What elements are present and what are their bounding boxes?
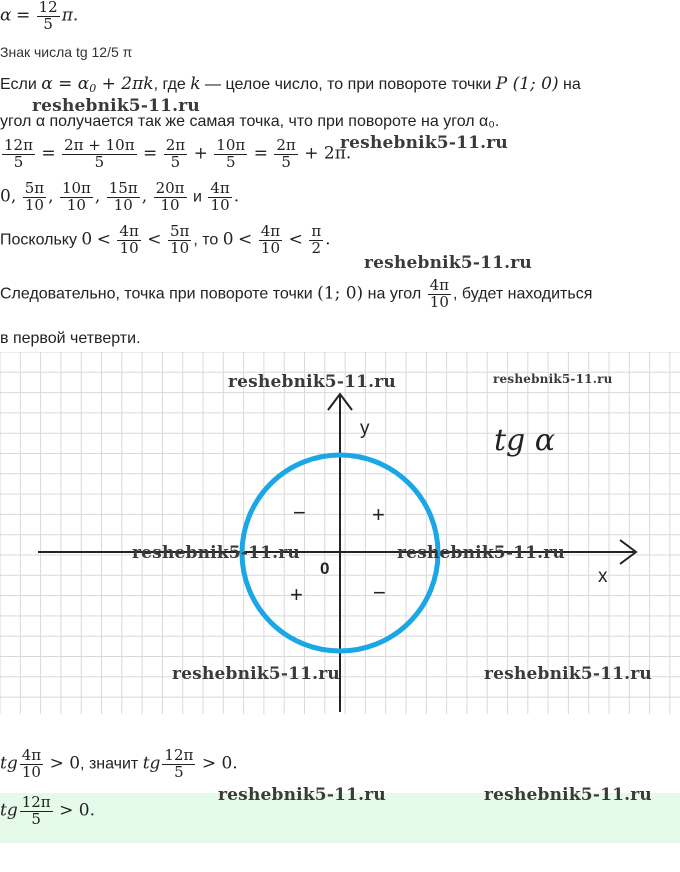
- fraction-denominator: 10: [113, 195, 133, 214]
- fraction-denominator: 5: [170, 152, 181, 171]
- origin-label: 0: [320, 559, 330, 578]
- math-tg: tg: [142, 753, 161, 774]
- fraction-numerator: 12π: [164, 746, 194, 764]
- sign-heading-text: Знак числа tg 12/5 π: [0, 44, 133, 60]
- x-axis-label: x: [598, 566, 608, 587]
- fraction-denominator: 2: [311, 238, 322, 257]
- text-on: на: [558, 76, 581, 93]
- fraction-2pi-5-b: [274, 138, 297, 171]
- text-where: , где: [153, 76, 191, 93]
- fraction-denominator: 10: [24, 195, 44, 214]
- math-less: <: [147, 229, 162, 250]
- fraction-10pi-5: [214, 138, 247, 171]
- math-equals: =: [253, 143, 268, 164]
- text-and: и: [192, 188, 202, 206]
- watermark: reshebnik5-11.ru: [484, 664, 652, 684]
- fraction-denominator: 10: [260, 238, 280, 257]
- fraction-12pi-5: [162, 748, 195, 781]
- math-point: (1; 0): [317, 283, 364, 304]
- fraction-4pi-10: [259, 224, 282, 257]
- fraction-2pi-5: [164, 138, 187, 171]
- text-therefore: Следовательно, точка при повороте точки: [0, 285, 318, 303]
- math-greater-zero: > 0: [49, 753, 81, 774]
- sign-heading-partial: [0, 44, 132, 66]
- paragraph-first-quarter: [0, 330, 141, 348]
- math-comma: ,: [10, 186, 17, 207]
- text-since: Поскольку: [0, 231, 82, 249]
- math-comma: ,: [48, 186, 54, 207]
- fraction-denominator: 5: [94, 152, 105, 171]
- fraction-4pi-10: [117, 224, 140, 257]
- math-dot: .: [325, 229, 331, 250]
- math-point-p: P (1; 0): [495, 74, 559, 94]
- fraction-numerator: 2π + 10π: [64, 136, 135, 154]
- fraction-denominator: 10: [170, 238, 190, 257]
- fraction-numerator: π: [311, 222, 322, 240]
- paragraph-therefore: [0, 278, 592, 311]
- fraction-12-5: [37, 0, 60, 33]
- watermark: reshebnik5-11.ru: [484, 785, 652, 805]
- watermark: reshebnik5-11.ru: [364, 253, 532, 273]
- conclusion-line: [0, 748, 238, 781]
- fraction-denominator: 10: [160, 195, 180, 214]
- math-comma: ,: [141, 186, 148, 207]
- fraction-4pi-10: [428, 278, 451, 311]
- fraction-denominator: 10: [429, 292, 449, 311]
- fraction-5pi-10: [23, 181, 46, 214]
- math-greater-zero: > 0.: [201, 753, 238, 774]
- fraction-numerator: 10π: [216, 136, 246, 154]
- fraction-numerator: 15π: [108, 179, 138, 197]
- math-pi: π: [61, 5, 73, 26]
- answer-line: [0, 795, 95, 828]
- math-equals: =: [143, 143, 158, 164]
- fraction-numerator: 2π: [276, 136, 296, 154]
- math-equals: =: [15, 5, 31, 26]
- fraction-numerator: 4π: [119, 222, 139, 240]
- text-on-angle: на угол: [363, 285, 426, 303]
- fraction-numerator: 4π: [21, 746, 42, 764]
- math-tg: tg: [0, 753, 18, 774]
- fraction-numerator: 4π: [429, 276, 450, 294]
- fraction-4pi-10: [208, 181, 231, 214]
- fraction-denominator: 5: [43, 14, 53, 33]
- text-first-quarter: в первой четверти.: [0, 330, 141, 347]
- math-zero: 0: [81, 229, 93, 250]
- fraction-20pi-10: [154, 181, 187, 214]
- fraction-numerator: 4π: [260, 222, 281, 240]
- fraction-numerator: 10π: [61, 179, 91, 197]
- math-alpha: α: [0, 5, 12, 26]
- fraction-numerator: 20π: [155, 179, 185, 197]
- fraction-10pi-10: [60, 181, 93, 214]
- fraction-denominator: 10: [210, 195, 230, 214]
- math-alpha-def: α = α: [41, 74, 90, 94]
- fraction-12pi-5: [20, 795, 53, 828]
- math-tg: tg: [0, 800, 18, 821]
- fraction-denominator: 5: [174, 762, 184, 781]
- fraction-denominator: 10: [119, 238, 139, 257]
- fraction-denominator: 10: [21, 762, 41, 781]
- unit-circle-graph: [0, 352, 680, 714]
- fraction-denominator: 5: [13, 152, 24, 171]
- fraction-2pi-plus-10pi-5: [62, 138, 136, 171]
- fraction-4pi-10: [20, 748, 43, 781]
- math-greater-zero: > 0.: [59, 800, 95, 821]
- paragraph-if-alpha: [0, 74, 581, 95]
- math-less: <: [238, 229, 253, 250]
- watermark: reshebnik5-11.ru: [340, 133, 508, 153]
- math-alpha-def-tail: + 2πk: [96, 74, 154, 94]
- fraction-numerator: 2π: [165, 136, 186, 154]
- fraction-numerator: 4π: [210, 179, 230, 197]
- math-zero: 0: [222, 229, 234, 250]
- fraction-12pi-5: [2, 138, 35, 171]
- math-subscript-0: 0: [89, 82, 97, 95]
- text-if: Если: [0, 76, 42, 93]
- quadrant-3-sign: +: [290, 582, 303, 607]
- fraction-numerator: 5π: [169, 222, 190, 240]
- math-comma: ,: [94, 186, 101, 207]
- fraction-list: [0, 181, 239, 214]
- fraction-numerator: 5π: [24, 179, 45, 197]
- fraction-pi-2: [309, 224, 323, 257]
- text-then: , то: [193, 231, 223, 249]
- watermark: reshebnik5-11.ru: [172, 664, 340, 684]
- watermark: reshebnik5-11.ru: [218, 785, 386, 805]
- watermark: reshebnik5-11.ru: [228, 372, 396, 392]
- fraction-denominator: 5: [281, 152, 291, 171]
- math-plus-2pi: + 2π.: [304, 143, 352, 164]
- fraction-denominator: 10: [66, 195, 86, 214]
- tg-alpha-label: tg α: [494, 423, 556, 458]
- text-will-be: , будет находиться: [453, 285, 593, 303]
- watermark: reshebnik5-11.ru: [32, 96, 200, 116]
- text-integer: — целое число, то при повороте точки: [200, 76, 496, 93]
- text-means: , значит: [80, 755, 143, 773]
- math-zero: 0: [0, 186, 11, 207]
- math-dot: .: [72, 5, 79, 26]
- math-dot: .: [233, 186, 240, 207]
- watermark: reshebnik5-11.ru: [132, 543, 300, 563]
- y-axis-label: y: [360, 418, 370, 439]
- math-less: <: [96, 229, 111, 250]
- fraction-numerator: 12π: [21, 793, 51, 811]
- quadrant-1-sign: +: [372, 502, 385, 527]
- equation-alpha-value: [0, 0, 78, 33]
- fraction-denominator: 5: [225, 152, 236, 171]
- paragraph-since: [0, 224, 331, 257]
- fraction-numerator: 12π: [4, 136, 33, 154]
- equation-fraction-chain: $\frac{12\pi}{5}$ = $\frac{2\pi + 10\pi}{5}$ = $\frac{2\pi}{5}$ + $\frac{10\pi}{5}$ = $\frac{2\pi}{5}$ + 2π.: [4, 136, 352, 171]
- fraction-numerator: 12: [38, 0, 58, 16]
- watermark: reshebnik5-11.ru: [493, 372, 613, 386]
- watermark: reshebnik5-11.ru: [397, 543, 565, 563]
- math-k: k: [190, 74, 201, 94]
- fraction-denominator: 5: [31, 809, 41, 828]
- math-less: <: [288, 229, 303, 250]
- quadrant-4-sign: −: [373, 580, 386, 605]
- fraction-5pi-10: [168, 224, 191, 257]
- math-equals: =: [41, 143, 56, 164]
- text-same-point: угол α получается так же самая точка, что при повороте на угол α₀.: [0, 113, 500, 130]
- fraction-15pi-10: [107, 181, 140, 214]
- quadrant-2-sign: −: [293, 500, 306, 525]
